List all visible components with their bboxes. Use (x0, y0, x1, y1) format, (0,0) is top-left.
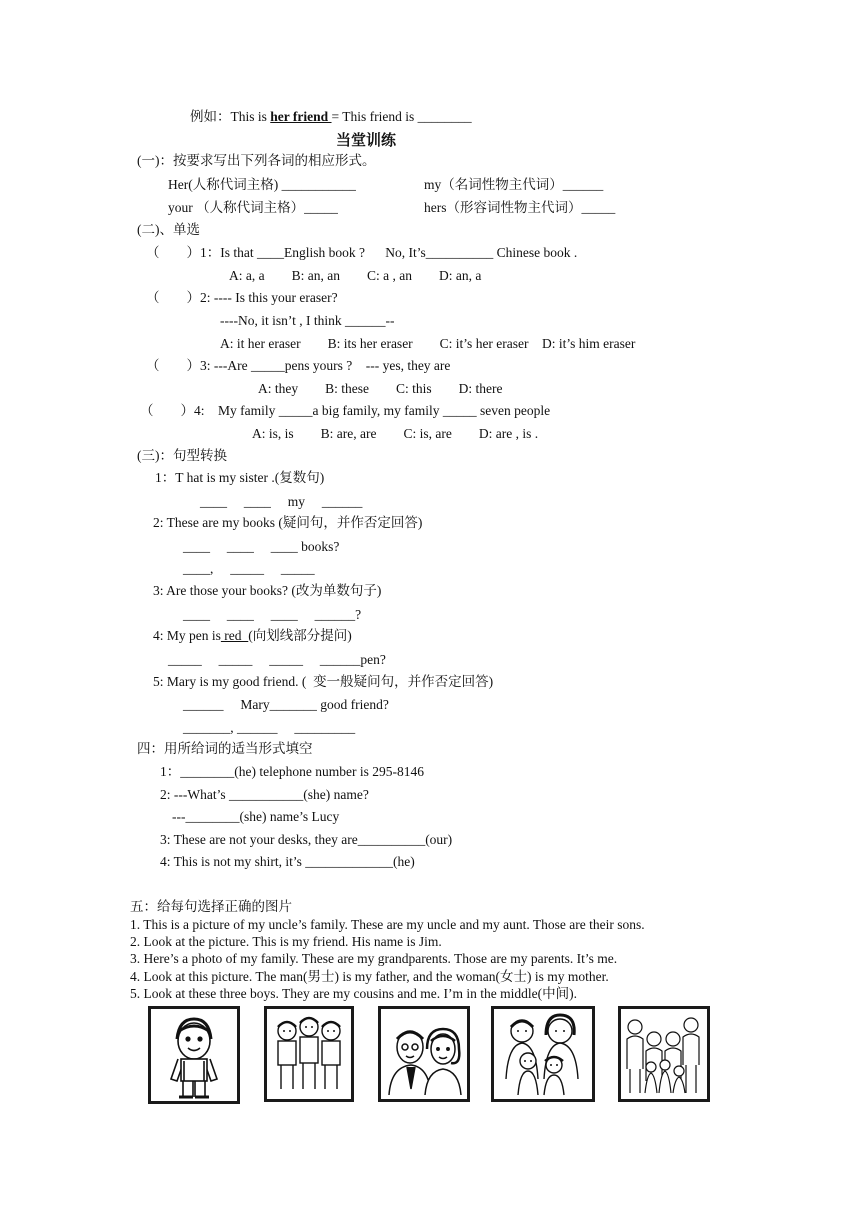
fill-1: 1：________(he) telephone number is 295-8146 (160, 764, 424, 779)
transform-5-answer-b: _______, ______ _________ (183, 720, 356, 735)
picture-sentence-5: 5. Look at these three boys. They are my cousins and me. I’m in the middle(中间). (130, 986, 578, 1001)
transform-1-answer: ____ ____ my ______ (200, 494, 363, 509)
fill-2-reply: ---________(she) name’s Lucy (172, 809, 340, 824)
family-four-illustration (494, 1009, 592, 1099)
picture-man-woman (378, 1006, 470, 1102)
question-2-options: A: it her eraser B: its her eraser C: it’s her eraser D: it’s him eraser (220, 336, 636, 351)
transform-4-post: (向划线部分提问) (248, 628, 352, 643)
question-3: （ ）3: ---Are _____pens yours ? --- yes, they are (146, 358, 451, 373)
example-prefix: 例如：This is (190, 109, 271, 124)
part1-row1-right: my（名词性物主代词）______ (424, 177, 604, 192)
page-title: 当堂训练 (336, 131, 397, 149)
picture-extended-family (618, 1006, 710, 1102)
transform-4-answer: _____ _____ _____ ______pen? (168, 652, 386, 667)
transform-3: 3: Are those your books? (改为单数句子) (153, 583, 382, 598)
transform-2-answer-b: ____, _____ _____ (183, 561, 315, 576)
question-2-reply: ----No, it isn’t , I think ______-- (220, 313, 395, 328)
example-suffix: = This friend is ________ (331, 109, 472, 124)
picture-sentence-3: 3. Here’s a photo of my family. These are my grandparents. Those are my parents. It’s me. (130, 951, 618, 966)
question-1: （ ）1：Is that ____English book ? No, It’s__________ Chinese book . (146, 245, 578, 260)
transform-2: 2: These are my books (疑问句，并作否定回答) (153, 515, 423, 530)
transform-1: 1：T hat is my sister .(复数句) (155, 470, 325, 485)
question-4-options: A: is, is B: are, are C: is, are D: are , is . (252, 426, 539, 441)
part4-heading: 四：用所给词的适当形式填空 (137, 741, 313, 756)
part1-row2-left: your （人称代词主格）_____ (168, 200, 338, 215)
man-woman-illustration (381, 1009, 467, 1099)
transform-5-answer: ______ Mary_______ good friend? (183, 697, 389, 712)
three-boys-illustration (267, 1009, 351, 1099)
example-underlined: her friend (270, 109, 332, 124)
part2-heading: (二)、单选 (137, 222, 200, 237)
picture-sentence-2: 2. Look at the picture. This is my friend. His name is Jim. (130, 934, 442, 949)
part5-heading: 五：给每句选择正确的图片 (130, 899, 292, 914)
part1-row2-right: hers（形容词性物主代词）_____ (424, 200, 616, 215)
example-line (190, 108, 472, 126)
picture-row (148, 1006, 718, 1110)
transform-4-pre: 4: My pen is (153, 628, 221, 643)
part1-heading: (一)：按要求写出下列各词的相应形式。 (137, 153, 376, 168)
transform-5: 5: Mary is my good friend. ( 变一般疑问句，并作否定回答) (153, 674, 494, 689)
picture-sentence-4: 4. Look at this picture. The man(男士) is my father, and the woman(女士) is my mother. (130, 969, 609, 984)
question-4: （ ）4: My family _____a big family, my family _____ seven people (140, 403, 551, 418)
question-2: （ ）2: ---- Is this your eraser? (146, 290, 338, 305)
transform-4 (153, 627, 352, 645)
picture-boy (148, 1006, 240, 1104)
fill-2: 2: ---What’s ___________(she) name? (160, 787, 369, 802)
part1-row1-left: Her(人称代词主格) ___________ (168, 177, 356, 192)
transform-4-underlined: red (220, 628, 249, 643)
transform-3-answer: ____ ____ ____ ______? (183, 607, 362, 622)
picture-three-boys (264, 1006, 354, 1102)
part3-heading: (三)：句型转换 (137, 448, 227, 463)
extended-family-illustration (621, 1009, 707, 1099)
boy-illustration (151, 1009, 237, 1101)
question-1-options: A: a, a B: an, an C: a , an D: an, a (229, 268, 482, 283)
fill-3: 3: These are not your desks, they are__________(our) (160, 832, 453, 847)
picture-sentence-1: 1. This is a picture of my uncle’s family. These are my uncle and my aunt. Those are their sons. (130, 917, 645, 932)
question-3-options: A: they B: these C: this D: there (258, 381, 503, 396)
fill-4: 4: This is not my shirt, it’s _____________(he) (160, 854, 415, 869)
picture-family-four (491, 1006, 595, 1102)
transform-2-answer: ____ ____ ____ books? (183, 539, 340, 554)
